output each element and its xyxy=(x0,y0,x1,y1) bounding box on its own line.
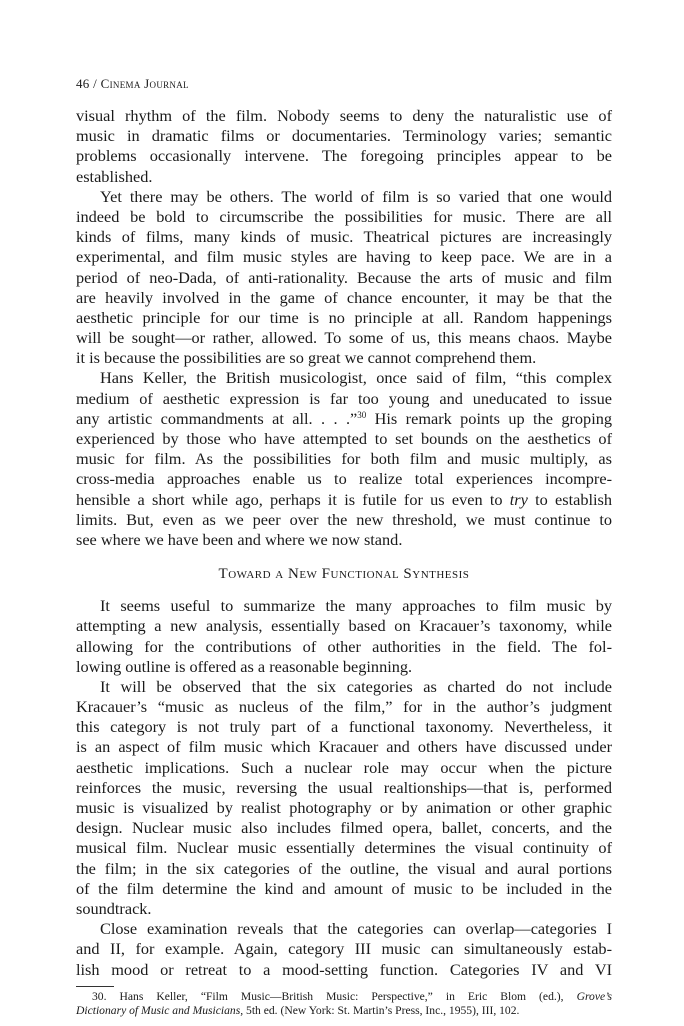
text-line: is an aspect of film music which Kracauer and others have discussed under xyxy=(76,737,612,757)
text-line: It will be observed that the six categories as charted do not include xyxy=(100,676,612,696)
text-line: musical film. Nuclear music essentially determines the visual continuity of xyxy=(76,838,612,858)
text-line: reinforces the music, reversing the usual realtionships—that is, performed xyxy=(76,777,612,797)
text-line: kinds of films, many kinds of music. Theatrical pictures are increasingly xyxy=(76,227,612,247)
text-line: experimental, and film music styles are having to keep pace. We are in a xyxy=(76,247,612,267)
text-line: indeed be bold to circumscribe the possibilities for music. There are all xyxy=(76,206,612,226)
text-segment: 5th ed. (New York: St. Martin’s Press, Inc., 1955), III, 102. xyxy=(243,1003,520,1017)
section-paragraph-3 xyxy=(76,919,612,980)
text-segment: hensible a short while ago, perhaps it is futile for us even to xyxy=(76,489,503,509)
text-line: music for film. As the possibilities for both film and music multiply, as xyxy=(76,449,612,469)
page xyxy=(76,76,612,1018)
journal-title: Cinema Journal xyxy=(100,76,189,91)
text-line: aesthetic implications. Such a nuclear role may occur when the picture xyxy=(76,757,612,777)
text-line: It seems useful to summarize the many approaches to film music by xyxy=(100,596,612,616)
text-line: and II, for example. Again, category III music can simultaneously estab- xyxy=(76,939,612,959)
text-line: design. Nuclear music also includes filmed opera, ballet, concerts, and the xyxy=(76,818,612,838)
text-line: lowing outline is offered as a reasonable beginning. xyxy=(76,656,413,676)
section-paragraph-2 xyxy=(76,677,612,919)
text-line: Kracauer’s “music as nucleus of the film,” for in the author’s judgment xyxy=(76,697,612,717)
paragraph-2 xyxy=(76,187,612,369)
text-line: Yet there may be others. The world of film is so varied that one would xyxy=(100,186,612,206)
text-line-with-footnote xyxy=(76,409,612,429)
emphasis-text: try xyxy=(509,489,528,509)
text-line: experienced by those who have attempted to set bounds on the aesthetics of xyxy=(76,429,612,448)
text-segment: any artistic commandments at all. . . .” xyxy=(76,408,358,428)
emphasis-text: Dictionary of Music and Musicians, xyxy=(76,1003,244,1017)
text-line: of the film determine the kind and amount of music to be included in the xyxy=(76,878,612,898)
text-line: problems occasionally intervene. The foregoing principles appear to be xyxy=(76,146,612,166)
footnote-number: 30. xyxy=(92,989,107,1003)
emphasis-text: Grove’s xyxy=(576,989,612,1003)
text-line: the film; in the six categories of the outline, the visual and aural portions xyxy=(76,858,612,878)
text-line: it is because the possibilities are so great we cannot comprehend them. xyxy=(76,348,537,368)
text-line: limits. But, even as we peer over the new threshold, we must continue to xyxy=(76,509,612,529)
text-line: established. xyxy=(76,166,153,186)
text-line: soundtrack. xyxy=(76,898,152,918)
page-number: 46 xyxy=(76,76,90,91)
text-line: aesthetic principle for our time is no principle at all. Random happenings xyxy=(76,307,612,327)
text-line: music in dramatic films or documentaries. Terminology varies; semantic xyxy=(76,126,612,146)
section-heading: Toward a New Functional Synthesis xyxy=(218,566,470,583)
footnote-line xyxy=(76,1004,612,1018)
text-line: cross-media approaches enable us to realize total experiences incompre- xyxy=(76,469,612,489)
paragraph-3 xyxy=(76,368,612,550)
text-line: will be sought—or rather, allowed. To some of us, this means chaos. Maybe xyxy=(76,328,612,348)
footnote-line xyxy=(76,990,612,1004)
footnote-divider xyxy=(76,986,114,987)
running-head xyxy=(76,76,612,92)
text-line: music is visualized by realist photography or by animation or other graphic xyxy=(76,798,612,817)
text-line: allowing for the contributions of other authorities in the field. The fol- xyxy=(76,636,612,656)
text-line: are heavily involved in the game of chance encounter, it may be that the xyxy=(76,287,612,307)
text-line: period of neo-Dada, of anti-rationality. Because the arts of music and film xyxy=(76,267,612,287)
section-paragraph-1 xyxy=(76,596,612,677)
text-line: this category is not truly part of a functional taxonomy. Nevertheless, it xyxy=(76,717,612,737)
text-segment: to establish xyxy=(527,489,612,509)
text-line: visual rhythm of the film. Nobody seems to deny the naturalistic use of xyxy=(76,106,612,125)
running-head-separator: / xyxy=(93,76,98,91)
text-line: lish mood or retreat to a mood-setting function. Categories IV and VI xyxy=(76,959,612,979)
text-line: Close examination reveals that the categories can overlap—categories I xyxy=(100,919,612,939)
footnote-30 xyxy=(76,990,612,1018)
paragraph-1 xyxy=(76,106,612,187)
footnote-reference[interactable]: 30 xyxy=(357,409,367,420)
text-line: medium of aesthetic expression is far too young and uneducated to issue xyxy=(76,388,612,408)
text-segment: Hans Keller, “Film Music—British Music: Perspective,” in Eric Blom (ed.), xyxy=(106,989,564,1003)
text-segment: His remark points up the groping xyxy=(366,408,612,428)
text-line: Hans Keller, the British musicologist, once said of film, “this complex xyxy=(100,368,612,388)
text-line-with-emphasis xyxy=(76,490,612,510)
text-line: attempting a new analysis, essentially based on Kracauer’s taxonomy, while xyxy=(76,616,612,636)
text-line: see where we have been and where we now stand. xyxy=(76,529,403,549)
